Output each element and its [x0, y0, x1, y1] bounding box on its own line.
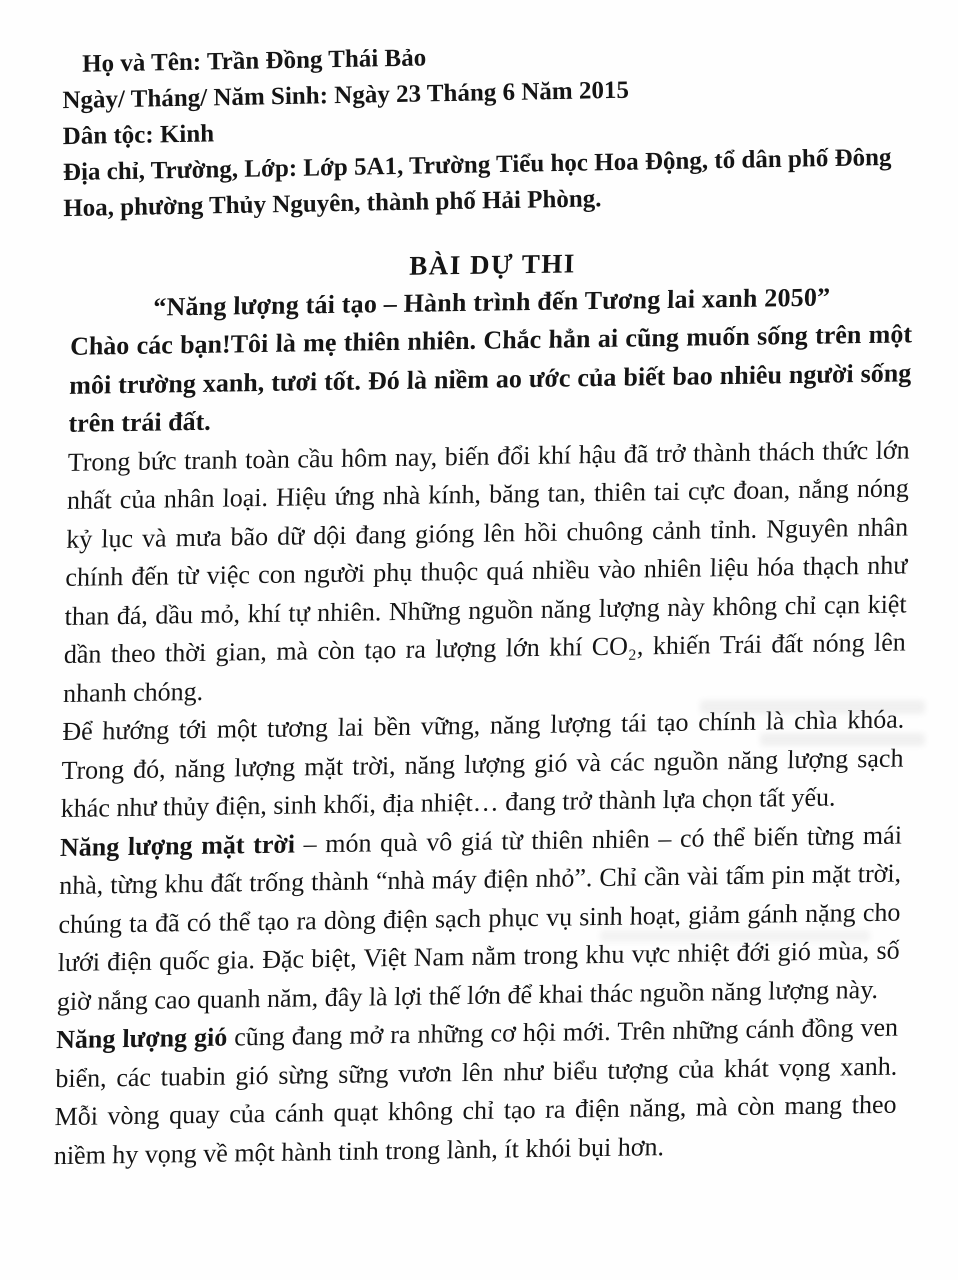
paragraph-solar-energy: [57, 816, 903, 1021]
paragraph-renewable-key: [60, 700, 904, 828]
contest-title: BÀI DỰ THI: [409, 248, 577, 281]
paragraph-text: Để hướng tới một tương lai bền vững, năng lượng tái tạo chính là chìa khóa. Trong đó, năng lượng mặt trời, năng lượng gió và các nguồn năng lượng sạch khác như thủy điện, sinh khối, địa nhiệt… đang trở thành lựa chọn tất yếu.: [60, 704, 905, 824]
intro-paragraph: Chào các bạn!Tôi là mẹ thiên nhiên. Chắc hẳn ai cũng muốn sống trên một môi trường xanh, tươi tốt. Đó là niềm ao ước của biết bao nhiêu người sống trên trái đất.: [68, 319, 913, 438]
entrant-birthdate-line: Ngày/ Tháng/ Năm Sinh: Ngày 23 Tháng 6 Năm 2015: [62, 76, 630, 115]
paragraph-text: Trong bức tranh toàn cầu hôm nay, biến đổi khí hậu đã trở thành thách thức lớn nhất của nhân loại. Hiệu ứng nhà kính, băng tan, thiên tai cực đoan, nắng nóng kỷ lục và mưa bão dữ dội đang gióng lên hồi chuông cảnh tỉnh. Nguyên nhân chính đến từ việc con người phụ thuộc quá nhiều vào nhiên liệu hóa thạch như than đá, dầu mỏ, khí tự nhiên. Những nguồn năng lượng này không chỉ cạn kiệt dần theo thời gian, mà còn tạo ra lượng lớn khí CO₂, khiến Trái đất nóng lên nhanh chóng.: [62, 434, 910, 708]
paragraph-text: cũng đang mở ra những cơ hội mới. Trên những cánh đồng ven biển, các tuabin gió sừng sững vươn lên như biểu tượng của khát vọng xanh. Mỗi vòng quay của cánh quạt không chỉ tạo ra điện năng, mà còn mang theo niềm hy vọng về một hành tinh trong lành, ít khói bụi hơn.: [53, 1012, 899, 1170]
essay-body: [53, 239, 913, 1175]
paragraph-lead: Năng lượng mặt trời: [59, 829, 296, 862]
entrant-name-line: Họ và Tên: Trần Đồng Thái Bảo: [82, 44, 427, 78]
paragraph-lead: Năng lượng gió: [55, 1022, 228, 1055]
paragraph-climate-problem: [63, 431, 910, 713]
essay-theme-subtitle: “Năng lượng tái tạo – Hành trình đến Tương lai xanh 2050”: [153, 282, 831, 322]
essay-paragraphs: [53, 315, 912, 1175]
paragraph-wind-energy: [53, 1009, 898, 1176]
paragraph-text: – món quà vô giá từ thiên nhiên – có thể biến từng mái nhà, từng khu đất trống thành “nhà máy điện nhỏ”. Chỉ cần vài tấm pin mặt trời, chúng ta đã có thể tạo ra dòng điện sạch phục vụ sinh hoạt, giảm gánh nặng cho lưới điện quốc gia. Đặc biệt, Việt Nam nằm trong khu vực nhiệt đới gió mùa, số giờ nắng cao quanh năm, đây là lợi thế lớn để khai thác nguồn năng lượng này.: [56, 820, 903, 1016]
entrant-info-block: [62, 32, 913, 228]
entrant-ethnicity-line: Dân tộc: Kinh: [62, 120, 215, 151]
entrant-address-line: Địa chỉ, Trường, Lớp: Lớp 5A1, Trường Tiểu học Hoa Động, tổ dân phố Đông Hoa, phường Thủy Nguyên, thành phố Hải Phòng.: [62, 143, 892, 223]
title-block: [70, 239, 913, 328]
